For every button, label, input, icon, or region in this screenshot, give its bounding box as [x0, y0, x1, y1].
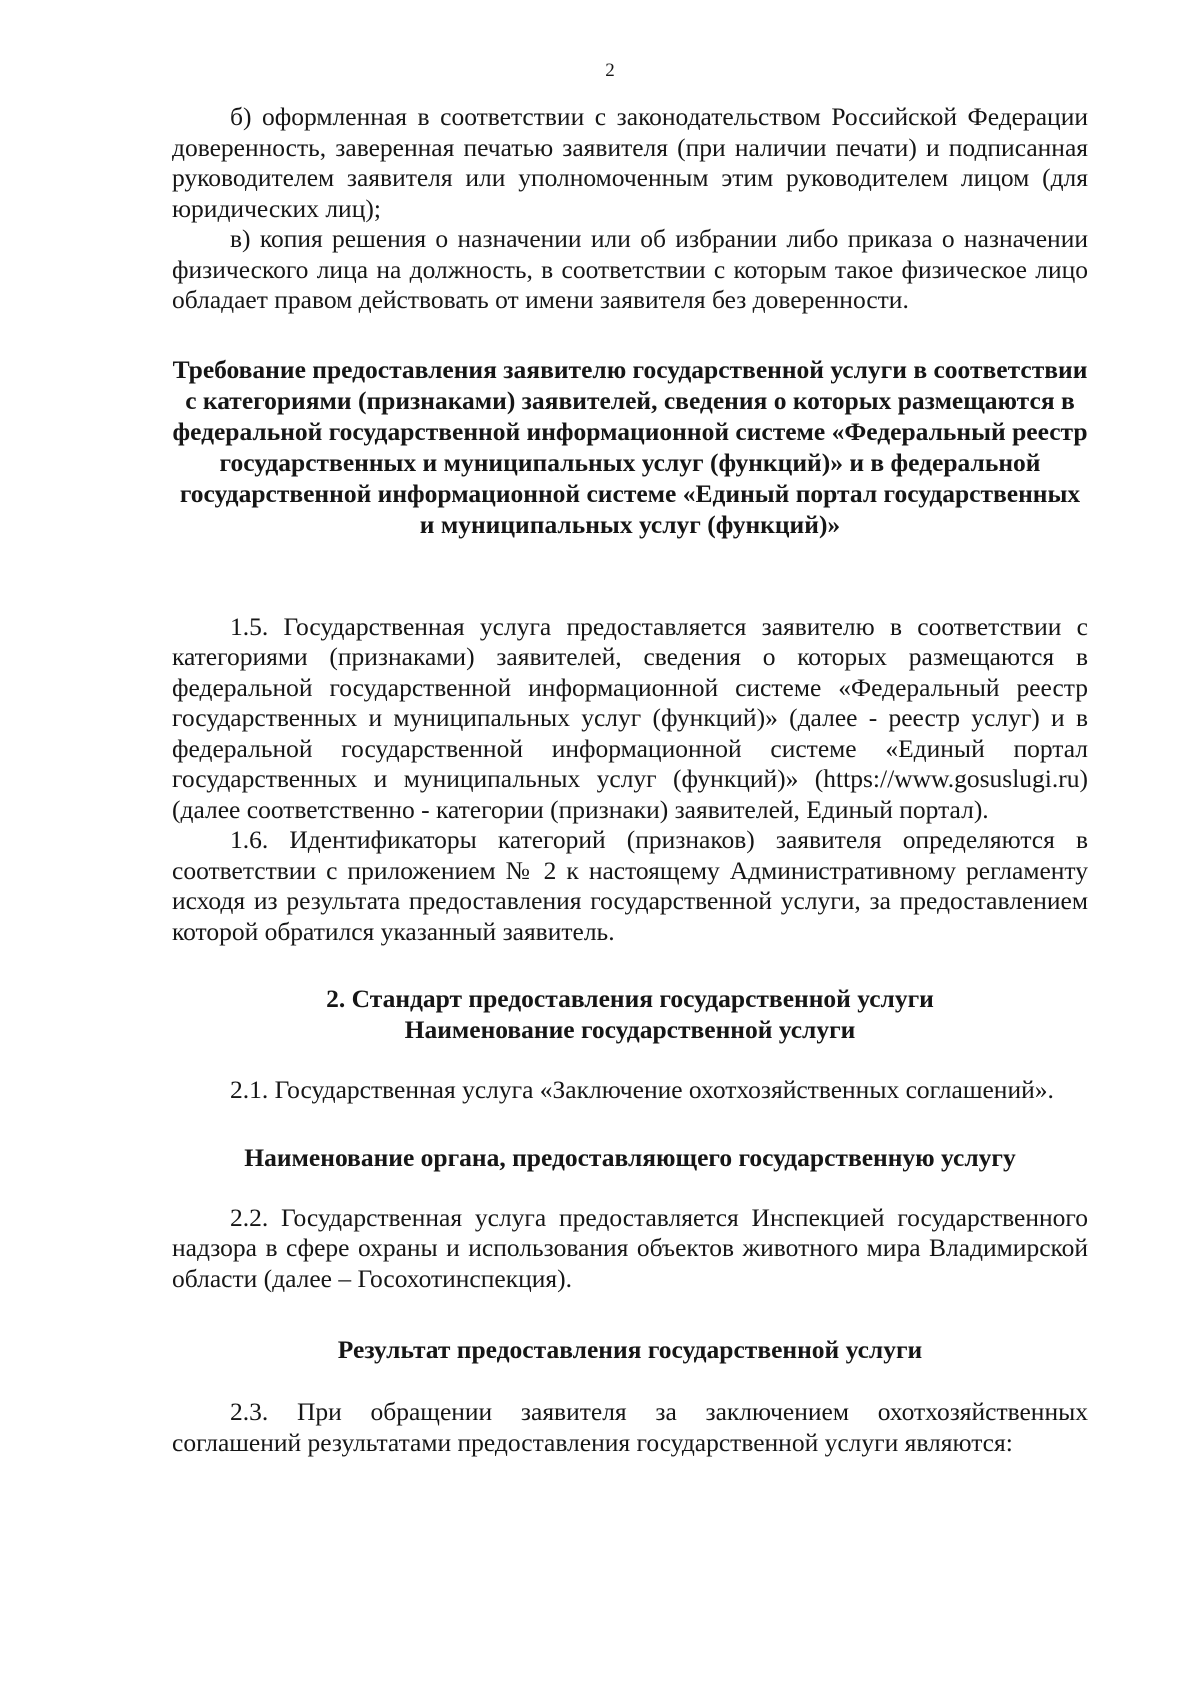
heading-requirement: Требование предоставления заявителю государственной услуги в соответствии с категориями (признаками) заявителей, сведения о которых размещаются в федеральной государственной информационной системе «Федеральный реестр государственных и муниципальных услуг (функций)» и в федеральной государственной информационной системе «Единый портал государственных и муниципальных услуг (функций)»	[172, 354, 1088, 539]
heading-standard	[172, 983, 1088, 1045]
paragraph-1-5: 1.5. Государственная услуга предоставляется заявителю в соответствии с категориями (признаками) заявителей, сведения о которых размещаются в федеральной государственной информационной системе «Федеральный реестр государственных и муниципальных услуг (функций)» (далее - реестр услуг) и в федеральной государственной информационной системе «Единый портал государственных и муниципальных услуг (функций)» (https://www.gosuslugi.ru) (далее соответственно - категории (признаки) заявителей, Единый портал).	[172, 611, 1088, 824]
heading-standard-title: 2. Стандарт предоставления государственной услуги	[326, 984, 934, 1013]
heading-result: Результат предоставления государственной услуги	[337, 1335, 923, 1364]
page-number: 2	[605, 60, 615, 81]
paragraph-2-2: 2.2. Государственная услуга предоставляется Инспекцией государственного надзора в сфере охраны и использования объектов животного мира Владимирской области (далее – Госохотинспекция).	[172, 1202, 1088, 1293]
paragraph-b: б) оформленная в соответствии с законодательством Российской Федерации доверенность, заверенная печатью заявителя (при наличии печати) и подписанная руководителем заявителя или уполномоченным этим руководителем лицом (для юридических лиц);	[172, 102, 1088, 223]
heading-organ: Наименование органа, предоставляющего государственную услугу	[244, 1142, 1016, 1172]
paragraph-v: в) копия решения о назначении или об избрании либо приказа о назначении физического лица на должность, в соответствии с которым такое физическое лицо обладает правом действовать от имени заявителя без доверенности.	[172, 224, 1088, 314]
paragraph-2-1: 2.1. Государственная услуга «Заключение охотхозяйственных соглашений».	[230, 1075, 1054, 1104]
paragraph-2-3: 2.3. При обращении заявителя за заключением охотхозяйственных соглашений результатами предоставления государственной услуги являются:	[172, 1397, 1088, 1457]
heading-service-name: Наименование государственной услуги	[404, 1015, 856, 1044]
paragraph-1-6: 1.6. Идентификаторы категорий (признаков) заявителя определяются в соответствии с приложением № 2 к настоящему Административному регламенту исходя из результата предоставления государственной услуги, за предоставлением которой обратился указанный заявитель.	[172, 825, 1088, 946]
